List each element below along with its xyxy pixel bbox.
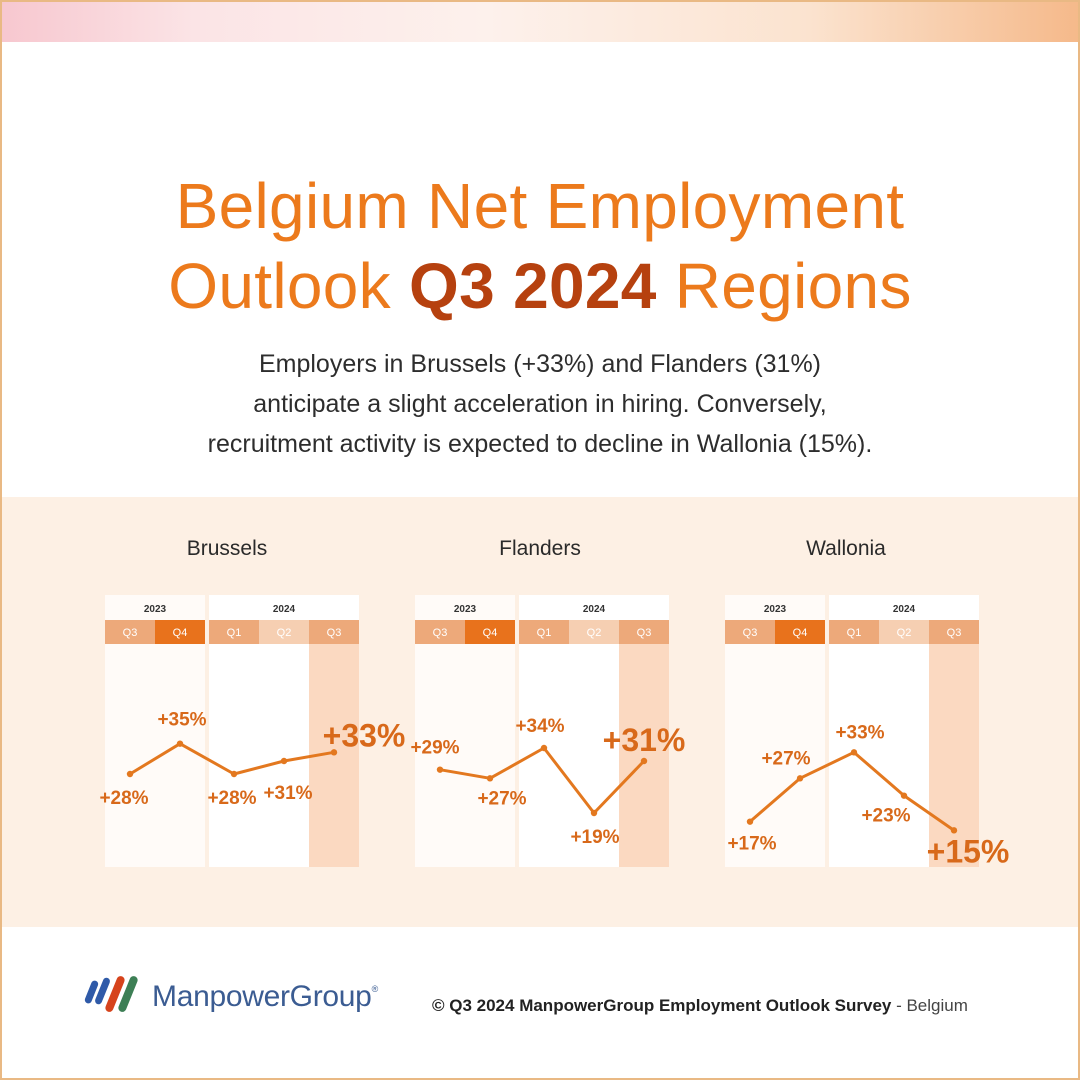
- quarter-label: Q2: [586, 627, 602, 639]
- year-label: 2024: [892, 604, 916, 615]
- chart-title-wallonia: Wallonia: [806, 537, 886, 560]
- data-label-current: +31%: [602, 722, 686, 758]
- data-point: [641, 758, 647, 764]
- quarter-label: Q1: [846, 627, 862, 639]
- quarter-label: Q3: [636, 627, 652, 639]
- data-point: [231, 771, 237, 777]
- data-label: +29%: [410, 737, 460, 759]
- data-label-current: +15%: [926, 833, 1010, 870]
- quarter-label: Q2: [896, 627, 912, 639]
- title-part-1: Outlook: [168, 250, 410, 322]
- data-point: [747, 818, 753, 824]
- quarter-label: Q1: [226, 627, 242, 639]
- brand-registered-mark: ®: [371, 984, 378, 994]
- page-subtitle: [0, 344, 1080, 464]
- data-label: +33%: [835, 722, 885, 744]
- data-point: [127, 771, 133, 777]
- quarter-label: Q3: [946, 627, 962, 639]
- chart-flanders: [405, 590, 705, 870]
- quarter-label: Q4: [172, 627, 188, 639]
- chart-brussels: [95, 590, 406, 870]
- quarter-label: Q3: [122, 627, 138, 639]
- data-point: [177, 740, 183, 746]
- data-point: [487, 775, 493, 781]
- subtitle-line-2: anticipate a slight acceleration in hiring. Conversely,: [253, 390, 827, 418]
- title-highlight: Q3 2024: [409, 250, 657, 322]
- quarter-label: Q1: [536, 627, 552, 639]
- data-label: +28%: [207, 788, 257, 809]
- data-label: +28%: [99, 788, 149, 809]
- quarter-label: Q3: [326, 627, 342, 639]
- quarter-label: Q3: [742, 627, 758, 639]
- year-label: 2023: [763, 604, 787, 615]
- year-label: 2024: [582, 604, 606, 615]
- subtitle-line-3: recruitment activity is expected to decline in Wallonia (15%).: [207, 430, 873, 458]
- data-label: +27%: [477, 788, 527, 810]
- data-label: +19%: [570, 827, 620, 848]
- year-label: 2023: [143, 604, 167, 615]
- data-point: [851, 749, 857, 755]
- data-label: +23%: [861, 805, 911, 827]
- data-label: +34%: [515, 716, 565, 737]
- quarter-label: Q4: [792, 627, 808, 639]
- year-label: 2023: [453, 604, 477, 615]
- copyright-country: - Belgium: [891, 996, 968, 1015]
- quarter-label: Q3: [432, 627, 448, 639]
- manpowergroup-stripes-logo-icon: [82, 972, 142, 1016]
- year-label: 2024: [272, 604, 296, 615]
- data-point: [437, 766, 443, 772]
- data-label: +17%: [727, 833, 777, 855]
- title-line-1: Belgium Net Employment: [175, 170, 905, 242]
- chart-title-flanders: Flanders: [499, 537, 581, 560]
- chart-title-brussels: Brussels: [186, 537, 268, 560]
- quarter-label: Q4: [482, 627, 498, 639]
- page-title: [0, 166, 1080, 326]
- brand-name-text: ManpowerGroup: [152, 980, 372, 1013]
- subtitle-line-1: Employers in Brussels (+33%) and Flanders (31%): [258, 350, 822, 378]
- data-point: [281, 758, 287, 764]
- data-label: +31%: [263, 783, 313, 804]
- data-point: [541, 745, 547, 751]
- brand-name: [152, 980, 378, 1014]
- data-point: [901, 792, 907, 798]
- quarter-label: Q2: [276, 627, 292, 639]
- data-point: [797, 775, 803, 781]
- copyright-line: [432, 996, 968, 1016]
- data-label: +35%: [157, 709, 207, 731]
- chart-wallonia: [715, 590, 1015, 870]
- top-gradient-band: [0, 0, 1080, 42]
- title-part-2: Regions: [656, 250, 912, 322]
- copyright-source: © Q3 2024 ManpowerGroup Employment Outlook Survey: [432, 996, 892, 1015]
- data-label-current: +33%: [322, 717, 406, 754]
- data-point: [591, 810, 597, 816]
- data-label: +27%: [761, 748, 811, 770]
